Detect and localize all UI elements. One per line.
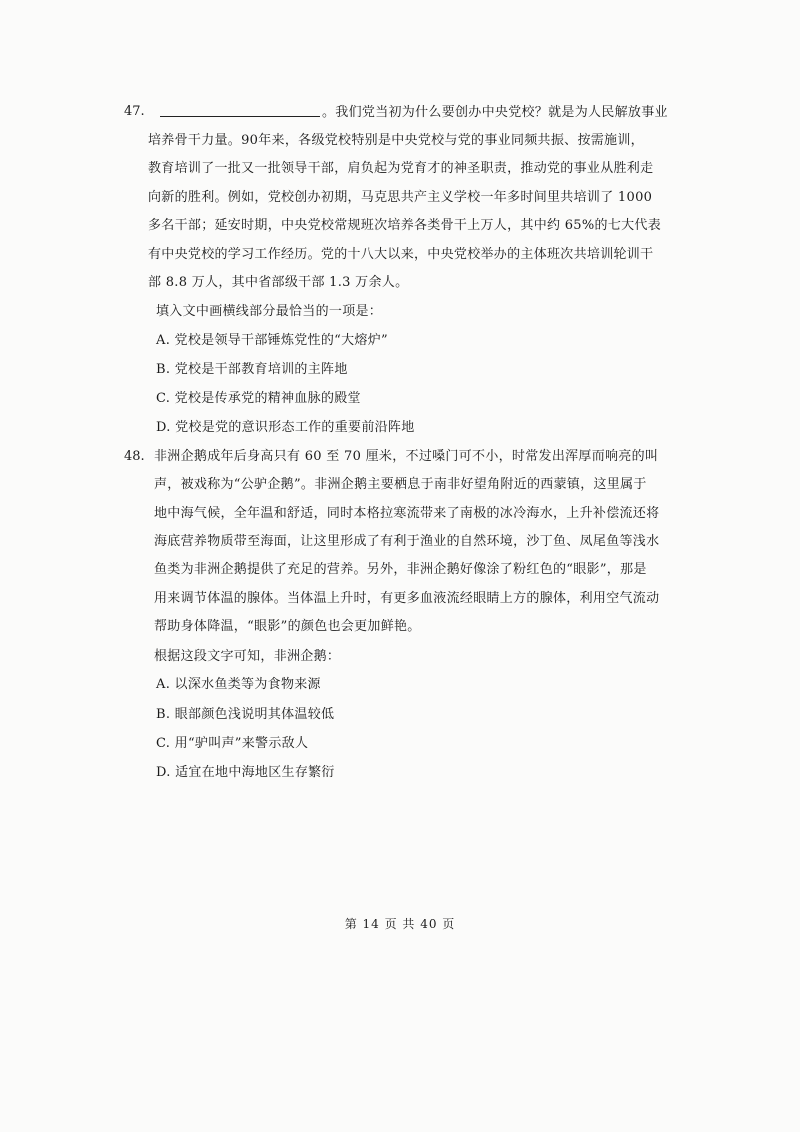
question-prompt: 根据这段文字可知，非洲企鹅： bbox=[154, 649, 341, 664]
option-b: B. 党校是干部教育培训的主阵地 bbox=[156, 362, 348, 377]
question-text-line: 有中央党校的学习工作经历。党的十八大以来，中央党校举办的主体班次共培训轮训干 bbox=[148, 247, 654, 262]
question-number: 47. bbox=[124, 104, 145, 119]
option-d: D. 适宜在地中海地区生存繁衍 bbox=[156, 765, 335, 780]
question-text-line: 用来调节体温的腺体。当体温上升时，有更多血液流经眼睛上方的腺体，利用空气流动 bbox=[154, 591, 660, 606]
answer-blank bbox=[160, 104, 320, 117]
page-footer: 第 14 页 共 40 页 bbox=[344, 917, 456, 931]
question-prompt: 填入文中画横线部分最恰当的一项是： bbox=[156, 304, 383, 319]
question-text-line: 非洲企鹅成年后身高只有 60 至 70 厘米，不过嗓门可不小，时常发出浑厚而响亮的叫 bbox=[154, 449, 659, 464]
question-text-line: 地中海气候，全年温和舒适，同时本格拉寒流带来了南极的冰冷海水，上升补偿流还将 bbox=[154, 506, 660, 521]
question-text-line: 海底营养物质带至海面，让这里形成了有利于渔业的自然环境，沙丁鱼、凤尾鱼等浅水 bbox=[154, 534, 660, 549]
option-c: C. 用“驴叫声”来警示敌人 bbox=[156, 736, 309, 751]
question-text-line: 帮助身体降温，“眼影”的颜色也会更加鲜艳。 bbox=[154, 619, 421, 634]
question-text-line: 。我们党当初为什么要创办中央党校？就是为人民解放事业 bbox=[154, 104, 668, 121]
question-text-line: 向新的胜利。例如，党校创办初期，马克思共产主义学校一年多时间里共培训了 1000 bbox=[148, 190, 653, 205]
question-number: 48. bbox=[124, 449, 145, 464]
question-text-line: 多名干部；延安时期，中央党校常规班次培养各类骨干上万人，其中约 65%的七大代表 bbox=[148, 218, 662, 233]
option-b: B. 眼部颜色浅说明其体温较低 bbox=[156, 707, 335, 722]
question-text-line: 教育培训了一批又一批领导干部，肩负起为党育才的神圣职责，推动党的事业从胜利走 bbox=[148, 161, 654, 176]
option-a: A. 以深水鱼类等为食物来源 bbox=[156, 677, 321, 692]
question-text-line: 培养骨干力量。90年来，各级党校特别是中央党校与党的事业同频共振、按需施训， bbox=[148, 133, 644, 148]
option-c: C. 党校是传承党的精神血脉的殿堂 bbox=[156, 391, 361, 406]
option-d: D. 党校是党的意识形态工作的重要前沿阵地 bbox=[156, 420, 415, 435]
question-text-line: 声，被戏称为“公驴企鹅”。非洲企鹅主要栖息于南非好望角附近的西蒙镇，这里属于 bbox=[154, 477, 647, 492]
option-a: A. 党校是领导干部锤炼党性的“大熔炉” bbox=[156, 333, 388, 348]
question-text-line: 部 8.8 万人，其中省部级干部 1.3 万余人。 bbox=[148, 275, 409, 290]
question-text-line: 鱼类为非洲企鹅提供了充足的营养。另外，非洲企鹅好像涂了粉红色的“眼影”，那是 bbox=[154, 562, 647, 577]
